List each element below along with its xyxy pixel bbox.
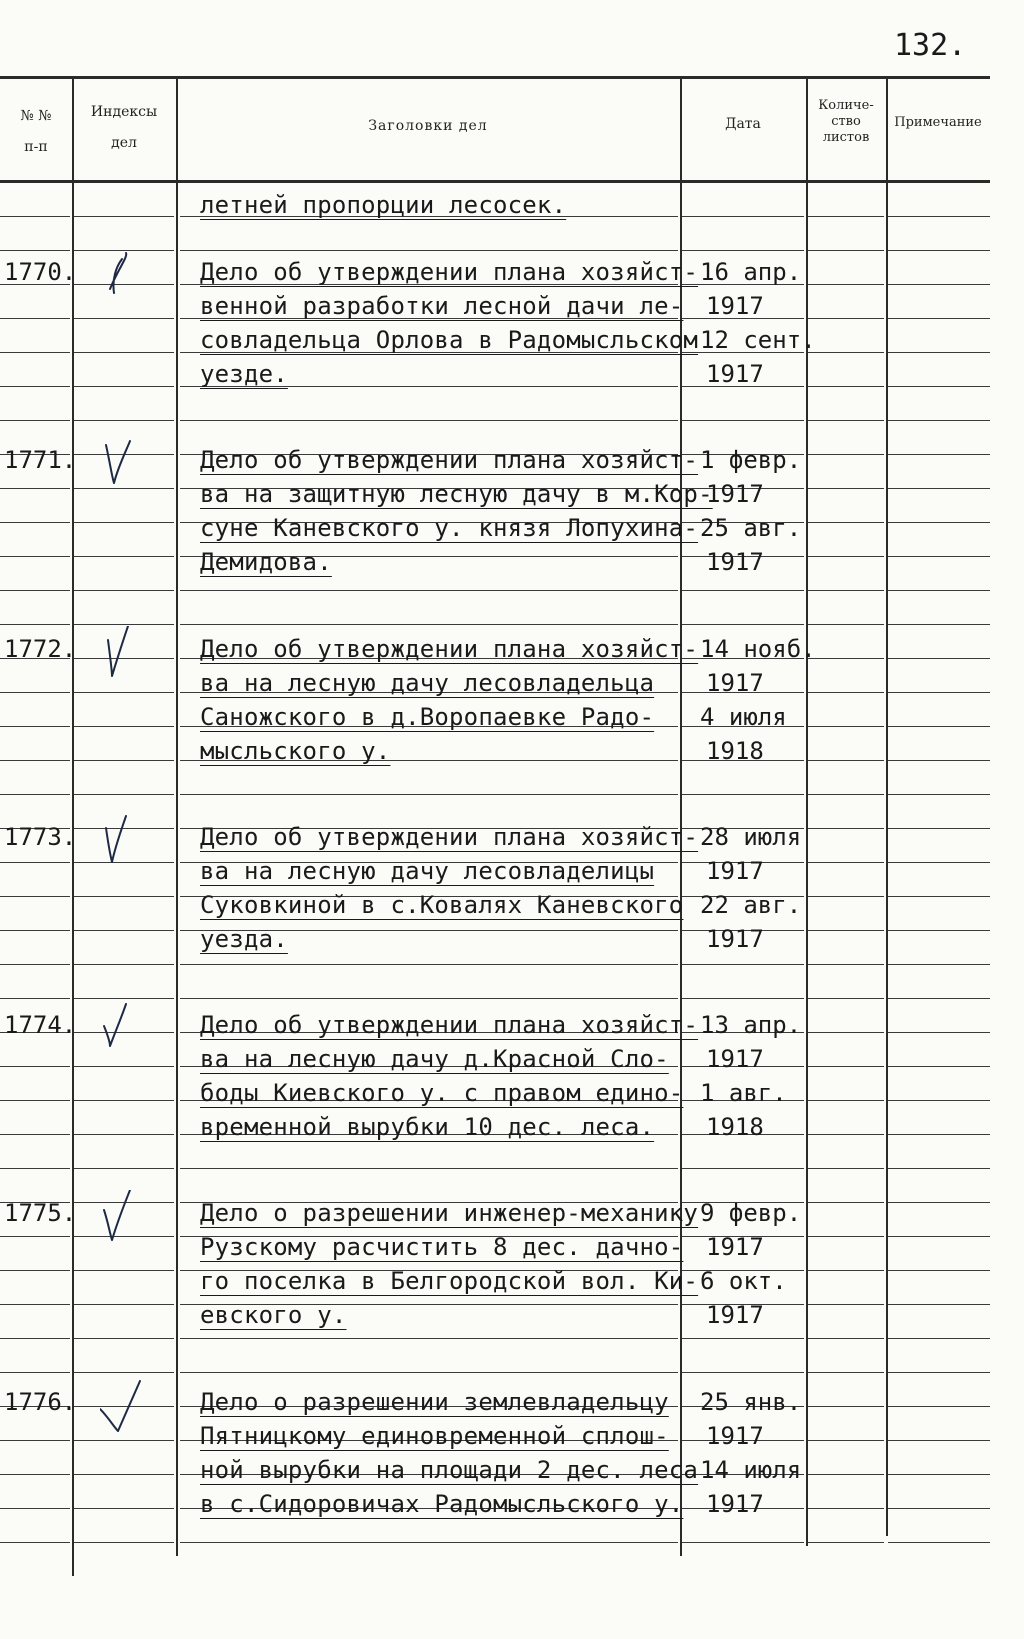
header-index-line2: дел xyxy=(111,135,137,151)
ruling-line xyxy=(0,420,70,421)
entry-title-line: уезда. xyxy=(200,925,288,953)
ruling-line xyxy=(180,590,678,591)
checkmark-icon xyxy=(100,437,146,493)
ruling-line xyxy=(808,1066,884,1067)
header-top-rule xyxy=(0,76,990,79)
ruling-line xyxy=(180,1542,678,1543)
checkmark-icon xyxy=(100,1190,146,1246)
entry-date-line: 1917 xyxy=(706,1301,764,1329)
ruling-line xyxy=(888,216,990,217)
entry-number: 1775. xyxy=(4,1199,77,1227)
entry-date-line: 1917 xyxy=(706,292,764,320)
ruling-line xyxy=(808,318,884,319)
ruling-line xyxy=(808,964,884,965)
ruling-line xyxy=(808,454,884,455)
entry-number: 1773. xyxy=(4,823,77,851)
ruling-line xyxy=(808,284,884,285)
ruling-line xyxy=(808,352,884,353)
entry-title xyxy=(200,1196,698,1332)
ruling-line xyxy=(808,1406,884,1407)
entry-date-line: 6 окт. xyxy=(700,1267,787,1295)
ruling-line xyxy=(808,1100,884,1101)
ruling-line xyxy=(0,1542,70,1543)
ruling-line xyxy=(74,1168,174,1169)
entry-date-line: 1917 xyxy=(706,925,764,953)
header-count-line1: Количе- xyxy=(818,98,874,113)
entry-title-line: уезде. xyxy=(200,360,288,388)
ruling-line xyxy=(888,556,990,557)
ruling-line xyxy=(74,692,174,693)
ruling-line xyxy=(0,760,70,761)
ruling-line xyxy=(888,760,990,761)
entry-date-line: 13 апр. xyxy=(700,1011,802,1039)
entry-title-line: Дело об утверждении плана хозяйст- xyxy=(200,1011,699,1039)
entry-title-line: ва на лесную дачу д.Красной Сло- xyxy=(200,1045,669,1073)
ruling-line xyxy=(74,1440,174,1441)
ruling-line xyxy=(888,454,990,455)
ruling-line xyxy=(0,692,70,693)
ruling-line xyxy=(74,420,174,421)
entry-dates xyxy=(700,632,816,768)
entry-title-line: ва на лесную дачу лесовладельца xyxy=(200,669,655,697)
ruling-line xyxy=(74,386,174,387)
ruling-line xyxy=(808,1168,884,1169)
entry-title-line: Дело об утверждении плана хозяйст- xyxy=(200,446,699,474)
ruling-line xyxy=(808,420,884,421)
ruling-line xyxy=(74,930,174,931)
entry-title-line: Дело о разрешении землевладельцу xyxy=(200,1388,669,1416)
ruling-line xyxy=(888,658,990,659)
ruling-line xyxy=(0,1508,70,1509)
entry-dates xyxy=(700,255,816,391)
ruling-line xyxy=(74,1338,174,1339)
ruling-line xyxy=(74,318,174,319)
ruling-line xyxy=(180,794,678,795)
entry-dates xyxy=(700,443,801,579)
entry-date-line: 1917 xyxy=(706,360,764,388)
entry-title-line: евского у. xyxy=(200,1301,347,1329)
entry-date-line: 14 июля xyxy=(700,1456,802,1484)
ruling-line xyxy=(808,930,884,931)
ruling-line xyxy=(808,216,884,217)
ruling-line xyxy=(0,930,70,931)
header-count xyxy=(806,98,886,146)
ruling-line xyxy=(888,488,990,489)
ruling-line xyxy=(888,1406,990,1407)
header-index-line1: Индексы xyxy=(90,104,158,120)
ruling-line xyxy=(682,964,804,965)
ruling-line xyxy=(808,1134,884,1135)
ruling-line xyxy=(0,998,70,999)
ruling-line xyxy=(0,1474,70,1475)
ruling-line xyxy=(0,216,70,217)
entry-title-line: боды Киевского у. с правом едино- xyxy=(200,1079,684,1107)
entry-number: 1772. xyxy=(4,635,77,663)
ruling-line xyxy=(0,1372,70,1373)
entry-title-line: временной вырубки 10 дес. леса. xyxy=(200,1113,655,1141)
ruling-line xyxy=(0,1270,70,1271)
ruling-line xyxy=(888,1134,990,1135)
ruling-line xyxy=(74,590,174,591)
ruling-line xyxy=(808,794,884,795)
page-number: 132. xyxy=(894,28,967,63)
ruling-line xyxy=(888,1508,990,1509)
ruling-line xyxy=(888,964,990,965)
ruling-line xyxy=(0,964,70,965)
entry-dates xyxy=(700,1008,801,1144)
ruling-line xyxy=(74,726,174,727)
ruling-line xyxy=(888,726,990,727)
ruling-line xyxy=(682,794,804,795)
ruling-line xyxy=(888,828,990,829)
header-bottom-rule xyxy=(0,180,990,183)
ruling-line xyxy=(682,1338,804,1339)
ruling-line xyxy=(0,386,70,387)
ruling-line xyxy=(0,1440,70,1441)
entry-title-line: ной вырубки на площади 2 дес. леса xyxy=(200,1456,699,1484)
ruling-line xyxy=(808,1372,884,1373)
ruling-line xyxy=(888,318,990,319)
checkmark-icon xyxy=(100,1379,146,1435)
ruling-line xyxy=(808,590,884,591)
ruling-line xyxy=(888,1100,990,1101)
entry-title xyxy=(200,820,698,956)
continuation-line xyxy=(200,188,566,222)
entry-date-line: 4 июля xyxy=(700,703,787,731)
ruling-line xyxy=(888,1440,990,1441)
entry-date-line: 14 нояб. xyxy=(700,635,816,663)
entry-date-line: 1917 xyxy=(706,1422,764,1450)
entry-title-line: ва на лесную дачу лесовладелицы xyxy=(200,857,655,885)
ruling-line xyxy=(74,1270,174,1271)
ruling-line xyxy=(808,624,884,625)
ruling-line xyxy=(888,930,990,931)
entry-number: 1770. xyxy=(4,258,77,286)
ruling-line xyxy=(888,1304,990,1305)
entry-date-line: 25 янв. xyxy=(700,1388,802,1416)
ruling-line xyxy=(74,1100,174,1101)
header-num-line1: № № xyxy=(20,108,52,124)
ruling-line xyxy=(888,998,990,999)
ruling-line xyxy=(888,590,990,591)
ruling-line xyxy=(74,352,174,353)
ruling-line xyxy=(888,794,990,795)
entry-date-line: 1917 xyxy=(706,669,764,697)
header-index xyxy=(72,104,176,152)
ruling-line xyxy=(888,1202,990,1203)
entry-number: 1776. xyxy=(4,1388,77,1416)
entry-title-line: Суковкиной в с.Ковалях Каневского xyxy=(200,891,684,919)
ruling-line xyxy=(74,556,174,557)
ruling-line xyxy=(808,692,884,693)
entry-number: 1771. xyxy=(4,446,77,474)
ruling-line xyxy=(180,1338,678,1339)
ruling-line xyxy=(808,488,884,489)
ruling-line xyxy=(888,1066,990,1067)
ruling-line xyxy=(888,692,990,693)
header-title: Заголовки дел xyxy=(368,118,488,134)
ruling-line xyxy=(888,352,990,353)
ruling-line xyxy=(74,964,174,965)
ruling-line xyxy=(808,1202,884,1203)
entry-title-line: Дело об утверждении плана хозяйст- xyxy=(200,258,699,286)
entry-title-line: мысльского у. xyxy=(200,737,391,765)
entry-title-line: венной разработки лесной дачи ле- xyxy=(200,292,684,320)
ruling-line xyxy=(180,998,678,999)
entry-date-line: 1917 xyxy=(706,1490,764,1518)
ruling-line xyxy=(888,386,990,387)
ruling-line xyxy=(808,998,884,999)
continuation-text: летней пропорции лесосек. xyxy=(200,191,567,219)
ruling-line xyxy=(808,1304,884,1305)
ruling-line xyxy=(74,1474,174,1475)
entry-date-line: 1917 xyxy=(706,1233,764,1261)
ruling-line xyxy=(808,386,884,387)
ruling-line xyxy=(74,896,174,897)
header-count-line2: ство xyxy=(831,114,861,129)
ruling-line xyxy=(808,896,884,897)
header-num-line2: п-п xyxy=(24,139,48,155)
ruling-line xyxy=(74,794,174,795)
ruling-line xyxy=(888,1236,990,1237)
ruling-line xyxy=(0,1066,70,1067)
ruling-line xyxy=(180,1168,678,1169)
ruling-line xyxy=(888,1372,990,1373)
ruling-line xyxy=(808,760,884,761)
entry-title-line: суне Каневского у. князя Лопухина- xyxy=(200,514,699,542)
entry-date-line: 1 февр. xyxy=(700,446,802,474)
entry-title-line: совладельца Орлова в Радомысльском xyxy=(200,326,699,354)
entry-dates xyxy=(700,1196,801,1332)
ruling-line xyxy=(888,1474,990,1475)
entry-title-line: Рузскому расчистить 8 дес. дачно- xyxy=(200,1233,684,1261)
entry-title-line: Дело об утверждении плана хозяйст- xyxy=(200,635,699,663)
ruling-line xyxy=(808,1440,884,1441)
header-note: Примечание xyxy=(894,115,982,130)
ruling-line xyxy=(74,216,174,217)
ruling-line xyxy=(888,896,990,897)
col-rule-2 xyxy=(176,76,178,1556)
ruling-line xyxy=(808,1032,884,1033)
ruling-line xyxy=(808,1508,884,1509)
entry-date-line: 1917 xyxy=(706,548,764,576)
ruling-line xyxy=(808,1474,884,1475)
entry-title-line: го поселка в Белгородской вол. Ки- xyxy=(200,1267,699,1295)
ruling-line xyxy=(808,658,884,659)
entry-date-line: 12 сент. xyxy=(700,326,816,354)
ruling-line xyxy=(74,1134,174,1135)
entry-title xyxy=(200,443,713,579)
ruling-line xyxy=(888,250,990,251)
ruling-line xyxy=(682,1168,804,1169)
ruling-line xyxy=(808,1338,884,1339)
entry-dates xyxy=(700,1385,801,1521)
ruling-line xyxy=(808,1270,884,1271)
entry-title-line: в с.Сидоровичах Радомысльского у. xyxy=(200,1490,684,1518)
checkmark-icon xyxy=(100,1002,146,1058)
entry-title-line: Дело о разрешении инженер-механику xyxy=(200,1199,699,1227)
ruling-line xyxy=(682,624,804,625)
header-count-line3: листов xyxy=(822,130,870,145)
ruling-line xyxy=(682,250,804,251)
ruling-line xyxy=(0,1338,70,1339)
checkmark-icon xyxy=(100,626,146,682)
ruling-line xyxy=(0,1134,70,1135)
entry-date-line: 9 февр. xyxy=(700,1199,802,1227)
ruling-line xyxy=(888,624,990,625)
ruling-line xyxy=(180,964,678,965)
ruling-line xyxy=(682,216,804,217)
ruling-line xyxy=(74,1542,174,1543)
entry-date-line: 16 апр. xyxy=(700,258,802,286)
ruling-line xyxy=(0,862,70,863)
ruling-line xyxy=(0,794,70,795)
ruling-line xyxy=(682,1372,804,1373)
ruling-line xyxy=(74,1066,174,1067)
ruling-line xyxy=(74,760,174,761)
ruling-line xyxy=(74,1372,174,1373)
ruling-line xyxy=(888,1168,990,1169)
ruling-line xyxy=(888,862,990,863)
ruling-line xyxy=(74,624,174,625)
ruling-line xyxy=(180,624,678,625)
ruling-line xyxy=(888,284,990,285)
header-num xyxy=(0,108,72,156)
ruling-line xyxy=(888,1032,990,1033)
ruling-line xyxy=(888,522,990,523)
ruling-line xyxy=(0,624,70,625)
ruling-line xyxy=(888,1338,990,1339)
entry-title-line: Дело об утверждении плана хозяйст- xyxy=(200,823,699,851)
entry-date-line: 1917 xyxy=(706,857,764,885)
entry-title xyxy=(200,255,698,391)
entry-title-line: Саножского в д.Воропаевке Радо- xyxy=(200,703,655,731)
ruling-line xyxy=(0,1236,70,1237)
entry-dates xyxy=(700,820,801,956)
entry-date-line: 22 авг. xyxy=(700,891,802,919)
ruling-line xyxy=(808,522,884,523)
ruling-line xyxy=(0,318,70,319)
ruling-line xyxy=(0,1100,70,1101)
ruling-line xyxy=(682,998,804,999)
entry-date-line: 28 июля xyxy=(700,823,802,851)
entry-title xyxy=(200,1008,698,1144)
entry-title-line: ва на защитную лесную дачу в м.Кор- xyxy=(200,480,713,508)
ruling-line xyxy=(180,1372,678,1373)
checkmark-icon xyxy=(100,249,146,305)
ruling-line xyxy=(808,556,884,557)
ruling-line xyxy=(888,420,990,421)
ruling-line xyxy=(74,1304,174,1305)
ruling-line xyxy=(74,1508,174,1509)
entry-date-line: 25 авг. xyxy=(700,514,802,542)
header-date: Дата xyxy=(725,116,761,132)
ruling-line xyxy=(74,998,174,999)
ruling-line xyxy=(180,420,678,421)
entry-date-line: 1917 xyxy=(706,480,764,508)
ruling-line xyxy=(808,1236,884,1237)
ruling-line xyxy=(0,590,70,591)
entry-date-line: 1918 xyxy=(706,737,764,765)
entry-title xyxy=(200,1385,698,1521)
entry-date-line: 1918 xyxy=(706,1113,764,1141)
entry-title xyxy=(200,632,698,768)
ruling-line xyxy=(0,1168,70,1169)
ruling-line xyxy=(808,726,884,727)
entry-number: 1774. xyxy=(4,1011,77,1039)
entry-date-line: 1 авг. xyxy=(700,1079,787,1107)
ruling-line xyxy=(888,1542,990,1543)
ruling-line xyxy=(682,1542,804,1543)
ruling-line xyxy=(0,250,70,251)
ruling-line xyxy=(808,862,884,863)
ruling-line xyxy=(180,250,678,251)
ruling-line xyxy=(0,352,70,353)
ruling-line xyxy=(888,1270,990,1271)
ruling-line xyxy=(0,488,70,489)
ruling-line xyxy=(682,420,804,421)
ruling-line xyxy=(0,522,70,523)
ruling-line xyxy=(808,1542,884,1543)
ruling-line xyxy=(808,828,884,829)
entry-title-line: Демидова. xyxy=(200,548,332,576)
ruling-line xyxy=(0,726,70,727)
entry-title-line: Пятницкому единовременной сплош- xyxy=(200,1422,669,1450)
ruling-line xyxy=(74,522,174,523)
entry-date-line: 1917 xyxy=(706,1045,764,1073)
ruling-line xyxy=(0,1304,70,1305)
col-rule-5 xyxy=(886,76,888,1536)
ruling-line xyxy=(0,896,70,897)
ruling-line xyxy=(682,590,804,591)
ruling-line xyxy=(808,250,884,251)
ruling-line xyxy=(0,556,70,557)
checkmark-icon xyxy=(100,814,146,870)
